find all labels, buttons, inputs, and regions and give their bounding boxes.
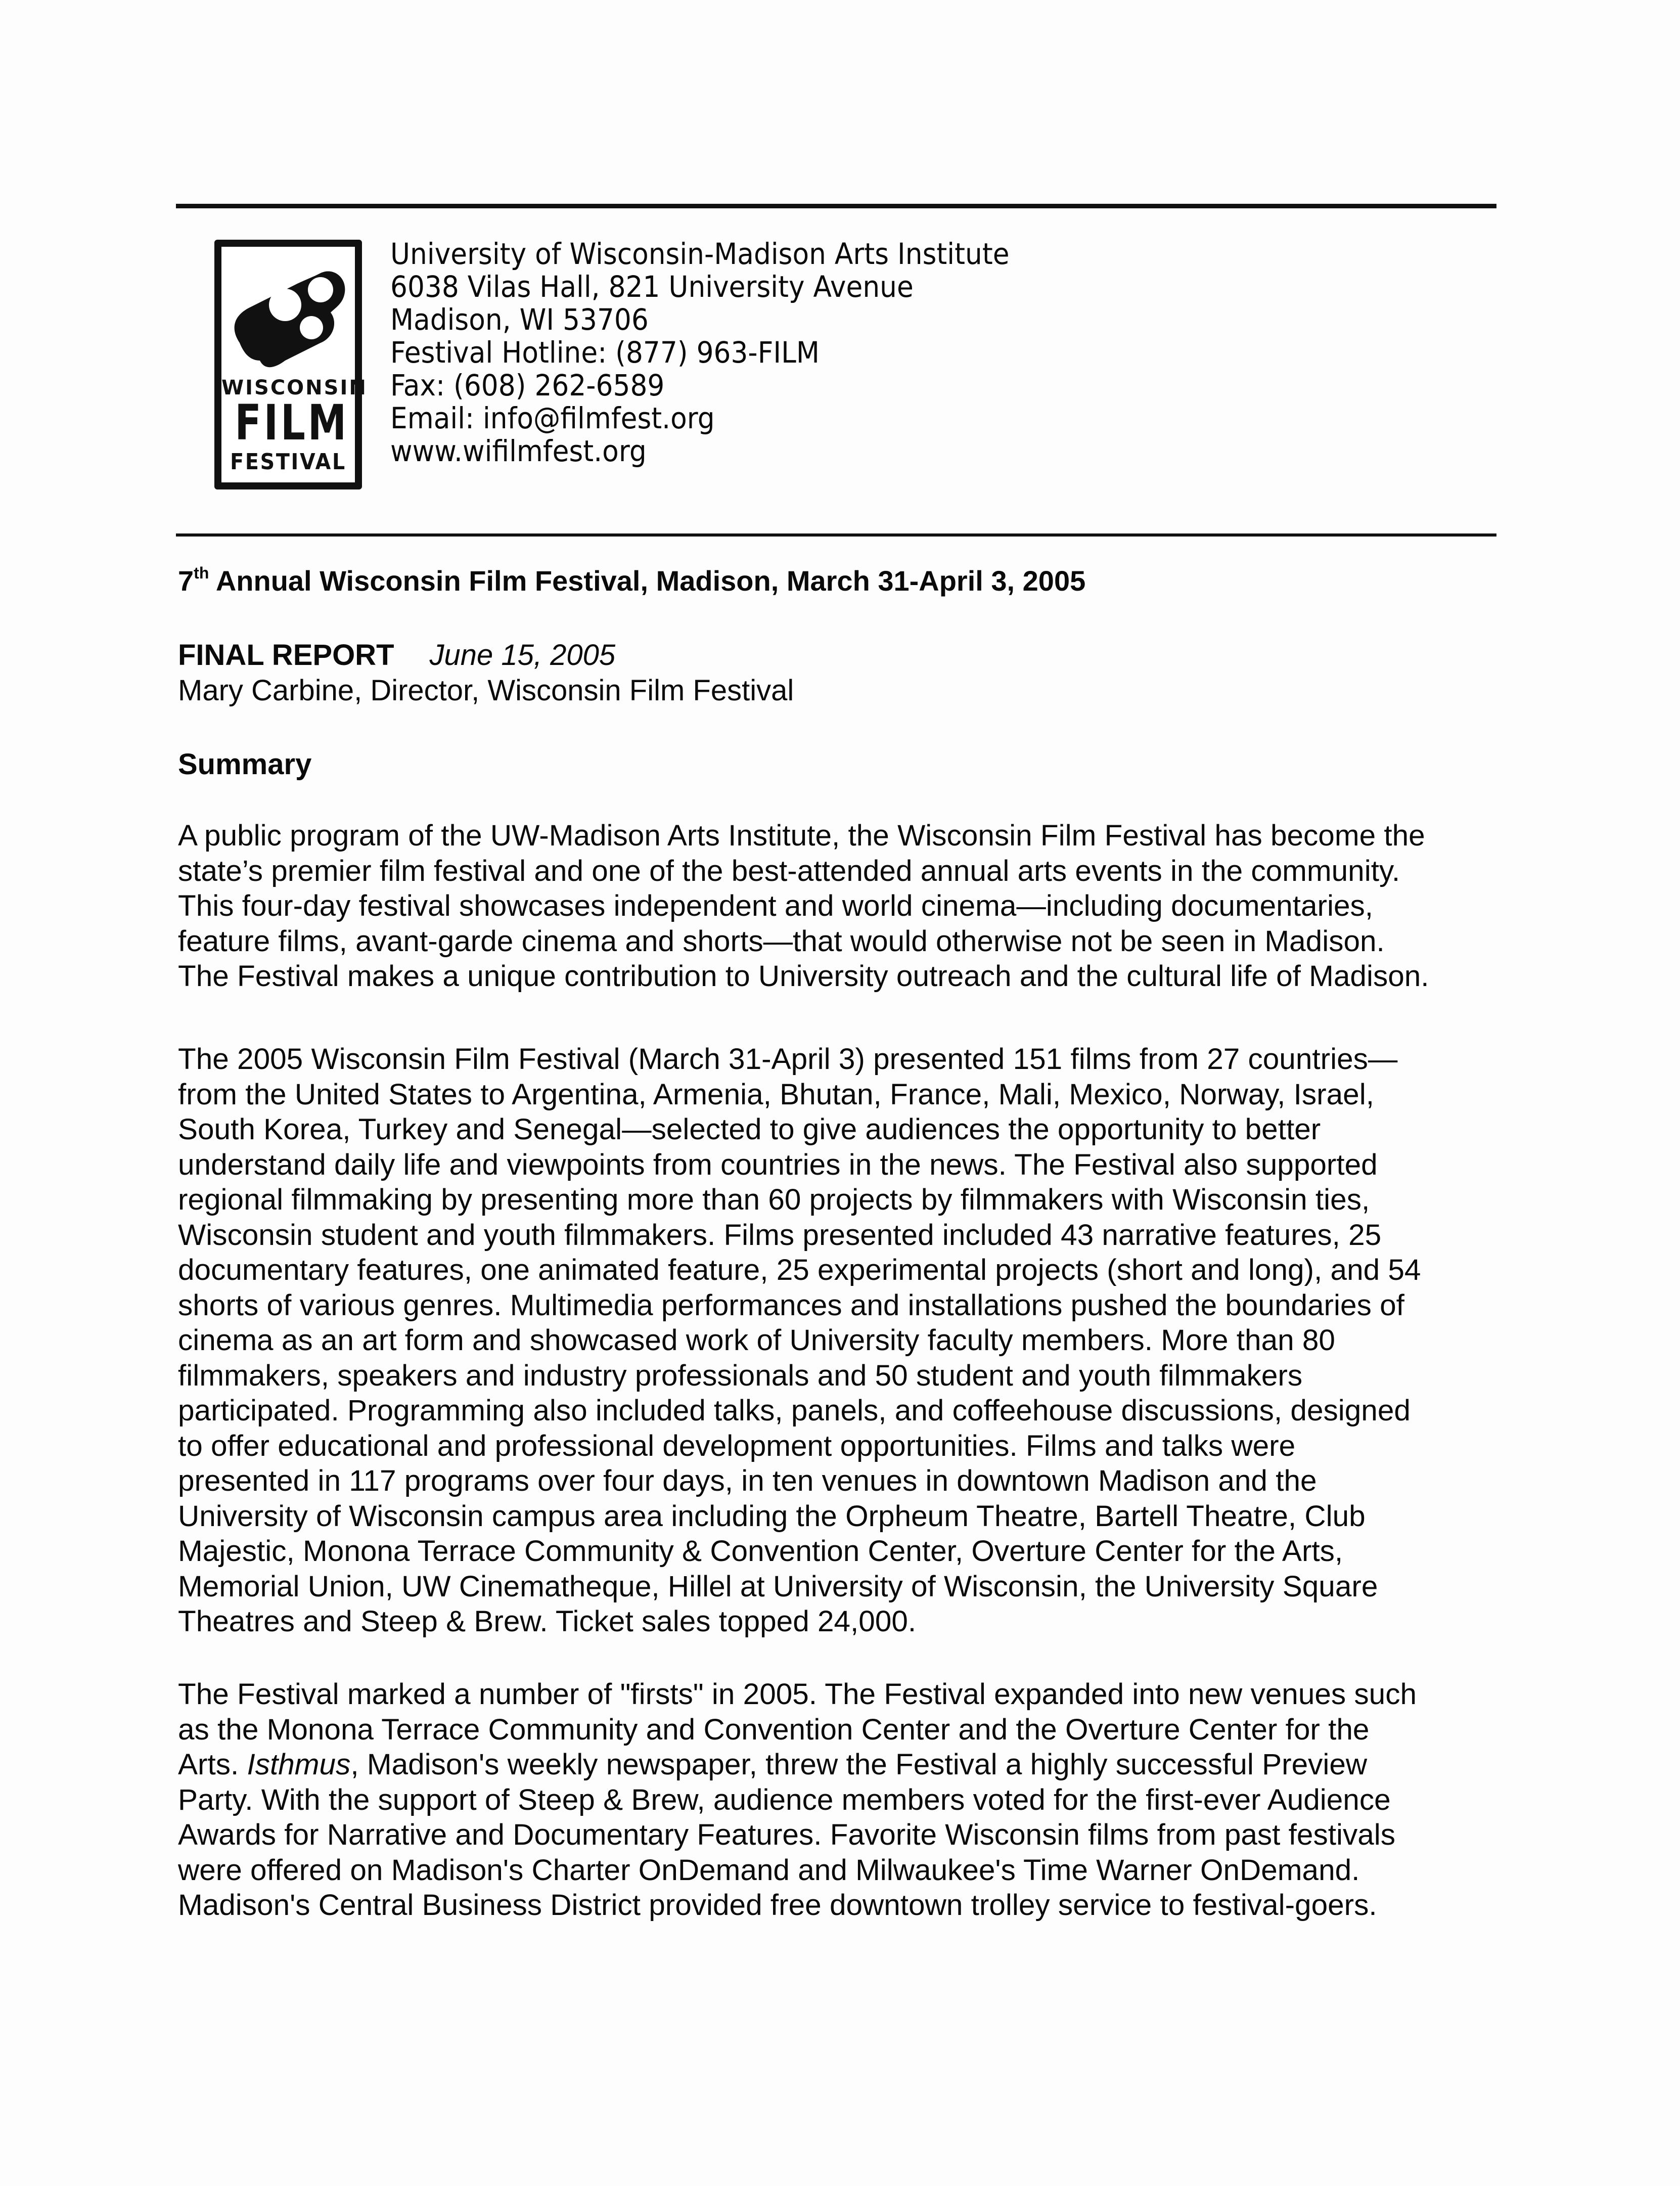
text-line: presented in 117 programs over four days, in ten venues in downtown Madison and the [178,1464,1317,1497]
text-line: participated. Programming also included talks, panels, and coffeehouse discussions, designed [178,1394,1411,1427]
reel-hole-small [300,316,323,339]
summary-paragraph-3 [178,1677,1503,1923]
text-line: The Festival makes a unique contribution to University outreach and the cultural life of Madison. [178,960,1429,993]
ordinal-number: 7 [178,565,194,597]
text-line: Party. With the support of Steep & Brew, audience members voted for the first-ever Audience [178,1783,1391,1816]
final-report-label: FINAL REPORT [178,639,394,672]
text-line: This four-day festival showcases independent and world cinema—including documentaries, [178,889,1374,922]
text-line: Madison's Central Business District provided free downtown trolley service to festival-goers. [178,1889,1377,1922]
text-line: The Festival marked a number of "firsts" in 2005. The Festival expanded into new venues such [178,1678,1417,1711]
report-author: Mary Carbine, Director, Wisconsin Film Festival [178,674,794,707]
fax-number: Fax: (608) 262-6589 [390,368,665,403]
text-line: shorts of various genres. Multimedia performances and installations pushed the boundaries of [178,1288,1404,1322]
street-address: 6038 Vilas Hall, 821 University Avenue [390,270,914,304]
reel-hole-top [308,277,333,302]
reel-hole-large [269,289,301,321]
text-line: from the United States to Argentina, Armenia, Bhutan, France, Mali, Mexico, Norway, Israel, [178,1078,1374,1111]
text-line: Theatres and Steep & Brew. Ticket sales topped 24,000. [178,1605,917,1638]
festival-hotline: Festival Hotline: (877) 963-FILM [390,335,820,370]
text-line: South Korea, Turkey and Senegal—selected to give audiences the opportunity to better [178,1113,1321,1146]
summary-paragraph-2 [178,1042,1503,1639]
text-line: A public program of the UW-Madison Arts Institute, the Wisconsin Film Festival has become the [178,819,1425,852]
contact-address-block [390,238,1010,468]
report-line [178,638,615,672]
publication-name-isthmus: Isthmus [247,1748,351,1781]
text-line: University of Wisconsin campus area including the Orpheum Theatre, Bartell Theatre, Club [178,1499,1366,1533]
ordinal-suffix: th [194,564,209,582]
text-line: filmmakers, speakers and industry professionals and 50 student and youth filmmakers [178,1359,1303,1392]
document-title [178,564,1085,597]
text-line: feature films, avant-garde cinema and shorts—that would otherwise not be seen in Madison. [178,924,1385,958]
text-line: cinema as an art form and showcased work of University faculty members. More than 80 [178,1324,1335,1357]
text-line: Wisconsin student and youth filmmakers. Films presented included 43 narrative features, 25 [178,1218,1382,1252]
summary-heading: Summary [178,748,312,781]
text-line: understand daily life and viewpoints from countries in the news. The Festival also supported [178,1148,1378,1181]
email-address: Email: info@filmfest.org [390,401,715,435]
text-line: were offered on Madison's Charter OnDemand and Milwaukee's Time Warner OnDemand. [178,1853,1360,1887]
film-reel-icon [230,267,347,378]
text-line: to offer educational and professional development opportunities. Films and talks were [178,1429,1296,1462]
text-line: Majestic, Monona Terrace Community & Convention Center, Overture Center for the Arts, [178,1535,1343,1568]
logo-wordmark-wisconsin: WISCONSIN [221,376,368,399]
text-line: regional filmmaking by presenting more than 60 projects by filmmakers with Wisconsin ties, [178,1183,1370,1216]
text-line [178,1747,1503,1782]
header-bottom-rule [176,533,1496,537]
city-state-zip: Madison, WI 53706 [390,302,649,337]
wisconsin-film-festival-logo [214,240,368,489]
text-line: state’s premier film festival and one of the best-attended annual arts events in the community. [178,854,1400,887]
text-line: Memorial Union, UW Cinematheque, Hillel at University of Wisconsin, the University Square [178,1570,1378,1603]
header-top-rule [176,204,1496,208]
logo-wordmark-film: FILM [235,394,349,451]
text-fragment: Arts. [178,1748,247,1781]
logo-wordmark-festival: FESTIVAL [230,449,346,475]
website-url: www.wifilmfest.org [390,434,647,468]
text-fragment: , Madison's weekly newspaper, threw the Festival a highly successful Preview [350,1748,1368,1781]
text-line: Awards for Narrative and Documentary Features. Favorite Wisconsin films from past festivals [178,1818,1395,1851]
summary-paragraph-1 [178,818,1503,994]
report-date: June 15, 2005 [429,639,616,672]
institution-name: University of Wisconsin-Madison Arts Institute [390,237,1010,271]
title-text: Annual Wisconsin Film Festival, Madison, March 31-April 3, 2005 [209,565,1086,597]
text-line: as the Monona Terrace Community and Convention Center and the Overture Center for the [178,1713,1370,1746]
text-line: The 2005 Wisconsin Film Festival (March 31-April 3) presented 151 films from 27 countries— [178,1043,1398,1076]
text-line: documentary features, one animated feature, 25 experimental projects (short and long), and 54 [178,1254,1421,1286]
